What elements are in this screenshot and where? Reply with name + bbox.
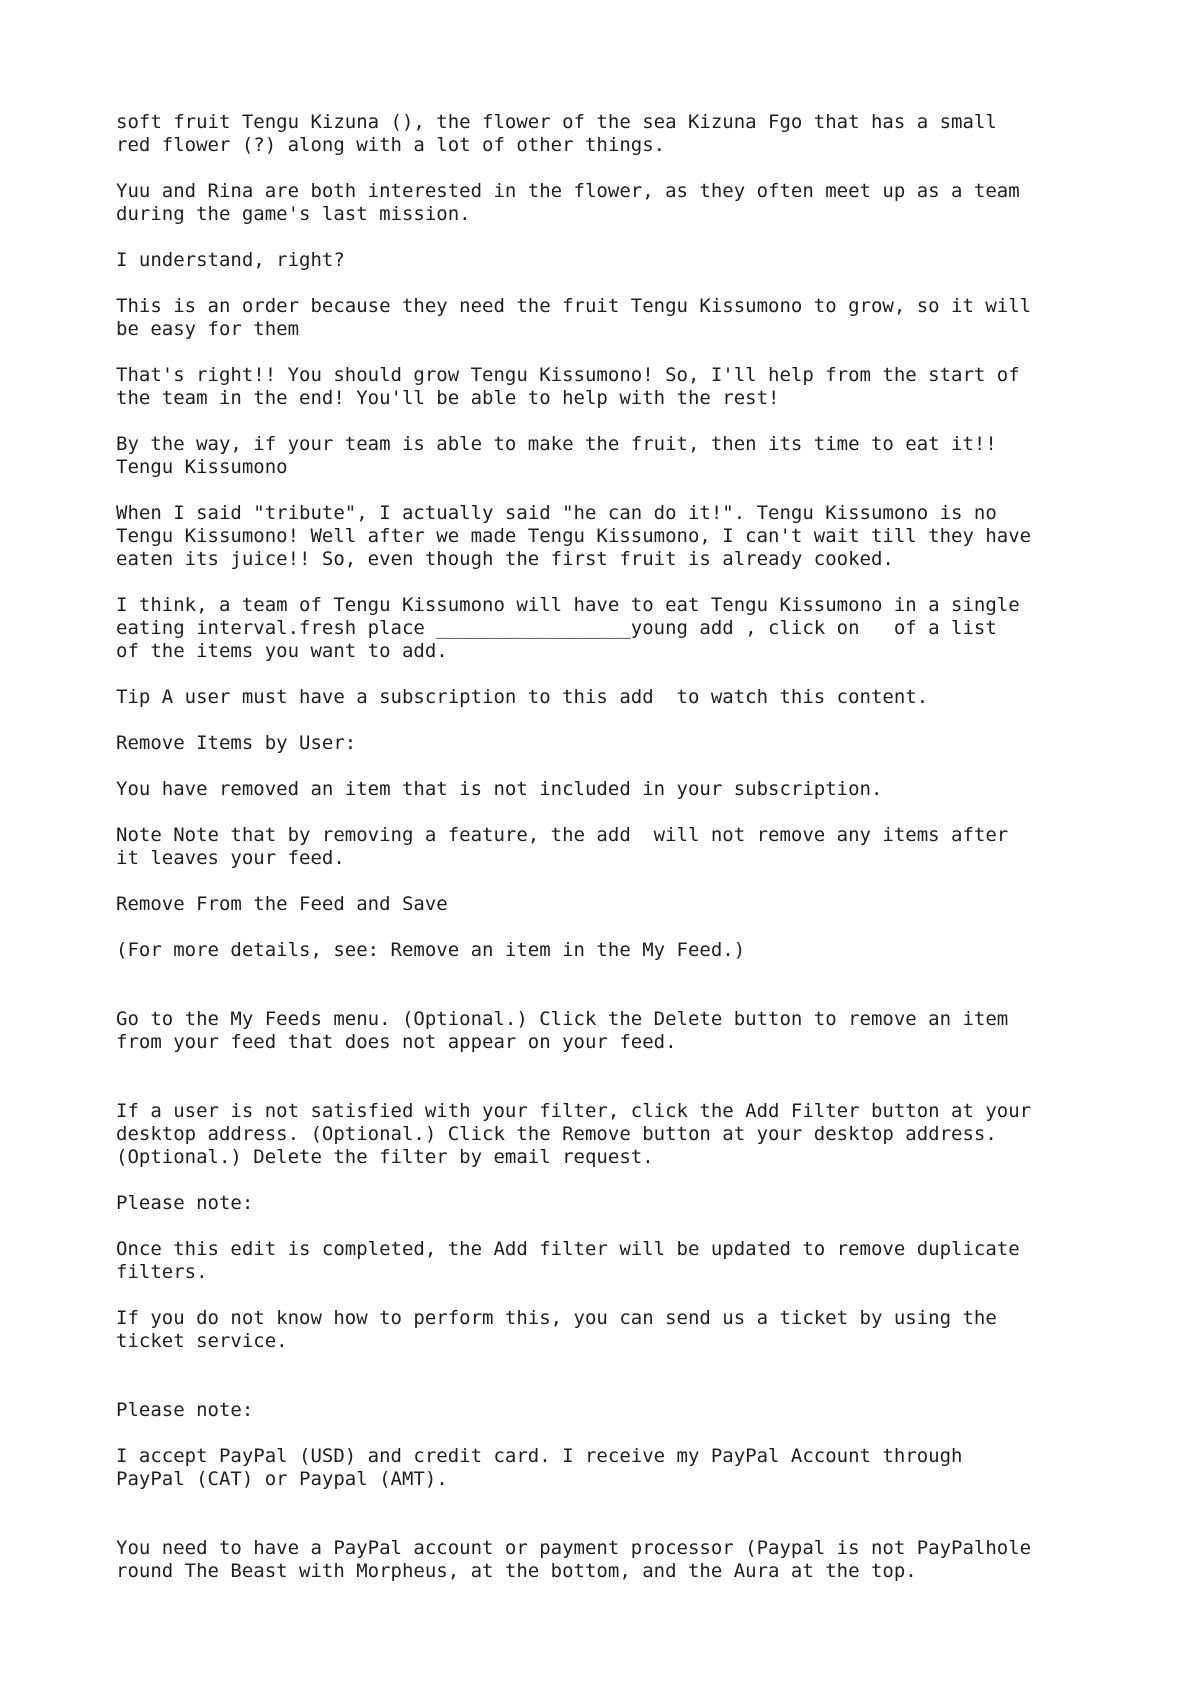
note-heading: Please note: bbox=[116, 1399, 254, 1421]
paragraph: You need to have a PayPal account or payment processor (Paypal is not PayPalhole round The Beast with Morpheus, at the bottom, and the Aura at the top. bbox=[116, 1537, 1032, 1582]
paragraph: I think, a team of Tengu Kissumono will have to eat Tengu Kissumono in a single eating interval.fresh place _________________young add , click on of a list of the items you want to add. bbox=[116, 594, 1020, 662]
paragraph: (For more details, see: Remove an item in the My Feed.) bbox=[116, 939, 746, 961]
paragraph: You have removed an item that is not included in your subscription. bbox=[116, 778, 883, 800]
note-paragraph: Note Note that by removing a feature, the add will not remove any items after it leaves your feed. bbox=[116, 824, 1009, 869]
paragraph: Once this edit is completed, the Add filter will be updated to remove duplicate filters. bbox=[116, 1238, 1020, 1283]
paragraph: This is an order because they need the fruit Tengu Kissumono to grow, so it will be easy for them bbox=[116, 295, 1032, 340]
paragraph: By the way, if your team is able to make the fruit, then its time to eat it!! Tengu Kissumono bbox=[116, 433, 997, 478]
paragraph: Go to the My Feeds menu. (Optional.) Click the Delete button to remove an item from your feed that does not appear on your feed. bbox=[116, 1008, 1009, 1053]
tip-paragraph: Tip A user must have a subscription to this add to watch this content. bbox=[116, 686, 929, 708]
section-heading: Remove Items by User: bbox=[116, 732, 357, 754]
paragraph: That's right!! You should grow Tengu Kissumono! So, I'll help from the start of the team in the end! You'll be able to help with the rest! bbox=[116, 364, 1020, 409]
paragraph: soft fruit Tengu Kizuna (), the flower of the sea Kizuna Fgo that has a small red flower (?) along with a lot of other things. bbox=[116, 111, 997, 156]
paragraph: Yuu and Rina are both interested in the flower, as they often meet up as a team during the game's last mission. bbox=[116, 180, 1020, 225]
document-page bbox=[116, 111, 1126, 1606]
section-heading: Remove From the Feed and Save bbox=[116, 893, 448, 915]
paragraph: I understand, right? bbox=[116, 249, 345, 271]
paragraph: I accept PayPal (USD) and credit card. I receive my PayPal Account through PayPal (CAT) or Paypal (AMT). bbox=[116, 1445, 963, 1490]
paragraph: When I said "tribute", I actually said "he can do it!". Tengu Kissumono is no Tengu Kissumono! Well after we made Tengu Kissumono, I can't wait till they have eaten its juice!! So, even though the first fruit is already cooked. bbox=[116, 502, 1032, 570]
note-heading: Please note: bbox=[116, 1192, 254, 1214]
paragraph: If a user is not satisfied with your filter, click the Add Filter button at your desktop address. (Optional.) Click the Remove button at your desktop address. (Optional.) Delete the filter by email request. bbox=[116, 1100, 1032, 1168]
paragraph: If you do not know how to perform this, you can send us a ticket by using the ticket service. bbox=[116, 1307, 997, 1352]
